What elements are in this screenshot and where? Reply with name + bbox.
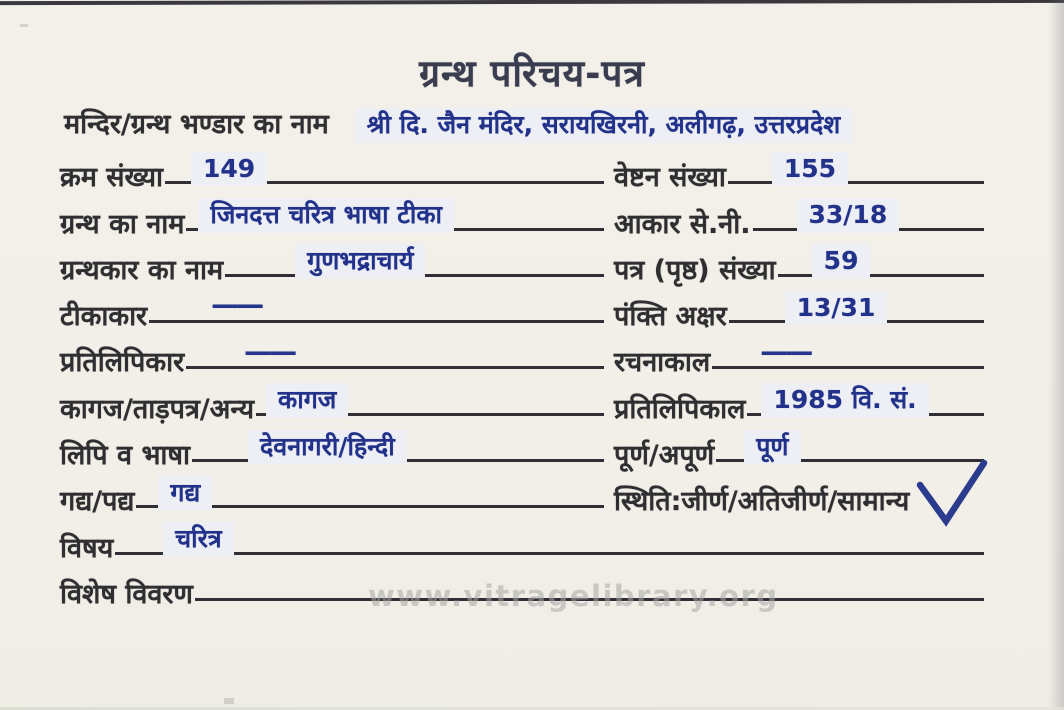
scan-speck xyxy=(224,698,234,704)
fill-line xyxy=(186,200,604,231)
form-row xyxy=(60,521,984,567)
field-vishay xyxy=(60,521,984,567)
field-kagaj-tadpatra-anya xyxy=(60,382,612,428)
field-label: टीकाकार xyxy=(60,301,148,333)
fill-line xyxy=(716,431,984,462)
field-veshtan-sankhya xyxy=(612,151,984,197)
temple-name-field xyxy=(64,108,1034,143)
field-label: प्रतिलिपिकाल xyxy=(614,393,746,425)
field-value: गुणभद्राचार्य xyxy=(295,244,425,279)
field-label: ग्रन्थ का नाम xyxy=(60,208,185,240)
field-value: जिनदत्त चरित्र भाषा टीका xyxy=(198,198,454,233)
field-value: 1985 वि. सं. xyxy=(761,383,928,418)
form-row xyxy=(60,197,984,243)
field-label: विशेष विवरण xyxy=(60,578,193,610)
temple-name-label: मन्दिर/ग्रन्थ भण्डार का नाम xyxy=(64,109,329,140)
fill-line xyxy=(149,288,604,323)
field-pankti-akshar xyxy=(612,290,984,336)
fill-line xyxy=(747,385,984,416)
fill-line xyxy=(225,246,604,277)
field-label: वेष्टन संख्या xyxy=(614,162,726,194)
fill-line xyxy=(712,334,984,369)
temple-name-value: श्री दि. जैन मंदिर, सरायखिरनी, अलीगढ़, उत्तरप्रदेश xyxy=(355,108,852,143)
field-label: प्रतिलिपिकार xyxy=(60,347,185,379)
field-value-dash: —— xyxy=(211,288,262,322)
field-label: ग्रन्थकार का नाम xyxy=(60,254,224,286)
field-tikakar xyxy=(60,290,612,336)
field-granthkar-ka-naam xyxy=(60,244,612,290)
field-purn-apurn xyxy=(612,429,984,475)
field-gadya-padya xyxy=(60,475,612,521)
field-aakar-cm xyxy=(612,197,984,243)
fill-line xyxy=(728,153,984,184)
field-label: रचनाकाल xyxy=(614,347,711,379)
field-value-dash: —— xyxy=(244,334,295,368)
fill-line xyxy=(753,200,984,231)
watermark: www.vitragelibrary.org xyxy=(368,579,779,613)
field-label: विषय xyxy=(60,532,114,564)
field-value: कागज xyxy=(266,383,348,418)
page-title: ग्रन्थ परिचय-पत्र xyxy=(419,52,645,95)
fill-line xyxy=(256,385,604,416)
fill-line xyxy=(136,477,604,508)
field-kram-sankhya xyxy=(60,151,612,197)
fill-line xyxy=(186,334,604,369)
field-value: चरित्र xyxy=(163,522,233,557)
field-patra-sankhya xyxy=(612,244,984,290)
field-value: 155 xyxy=(772,152,848,187)
field-label: पंक्ति अक्षर xyxy=(614,301,727,333)
field-label: पूर्ण/अपूर्ण xyxy=(614,440,715,472)
field-value: गद्य xyxy=(158,476,212,511)
fill-line xyxy=(729,292,984,323)
field-label: कागज/ताड़पत्र/अन्य xyxy=(60,393,255,425)
field-label: स्थिति:जीर्ण/अतिजीर्ण/सामान्य xyxy=(614,486,910,518)
field-granth-ka-naam xyxy=(60,197,612,243)
field-value: देवनागरी/हिन्दी xyxy=(248,430,407,465)
form-row xyxy=(60,382,984,428)
fill-line xyxy=(115,524,984,555)
field-value: 13/31 xyxy=(785,291,888,326)
field-value-dash: —— xyxy=(760,334,811,368)
form-row xyxy=(60,290,984,336)
field-label: गद्य/पद्य xyxy=(60,486,135,518)
field-value: पूर्ण xyxy=(744,430,800,465)
field-pratilipikal xyxy=(612,382,984,428)
field-label: लिपि व भाषा xyxy=(60,440,191,472)
field-pratilipikar xyxy=(60,336,612,382)
field-label: क्रम संख्या xyxy=(60,162,163,194)
form-row xyxy=(60,244,984,290)
field-value: 33/18 xyxy=(797,198,900,233)
form-row xyxy=(60,336,984,382)
field-value: 149 xyxy=(191,152,267,187)
field-lipi-va-bhasha xyxy=(60,429,612,475)
form-row xyxy=(60,429,984,475)
field-rachnakal xyxy=(612,336,984,382)
fill-line xyxy=(165,153,604,184)
form-row xyxy=(60,475,984,521)
scan-edge-top xyxy=(0,0,1064,5)
field-label: आकार से.नी. xyxy=(614,208,751,240)
form-row xyxy=(60,151,984,197)
fill-line xyxy=(778,246,984,277)
scan-edge-right xyxy=(1048,0,1064,710)
scan-speck xyxy=(20,24,28,27)
field-sthiti xyxy=(612,475,984,521)
form-rows xyxy=(60,151,984,614)
field-value: 59 xyxy=(812,244,871,279)
field-label: पत्र (पृष्ठ) संख्या xyxy=(614,254,776,286)
fill-line xyxy=(192,431,604,462)
